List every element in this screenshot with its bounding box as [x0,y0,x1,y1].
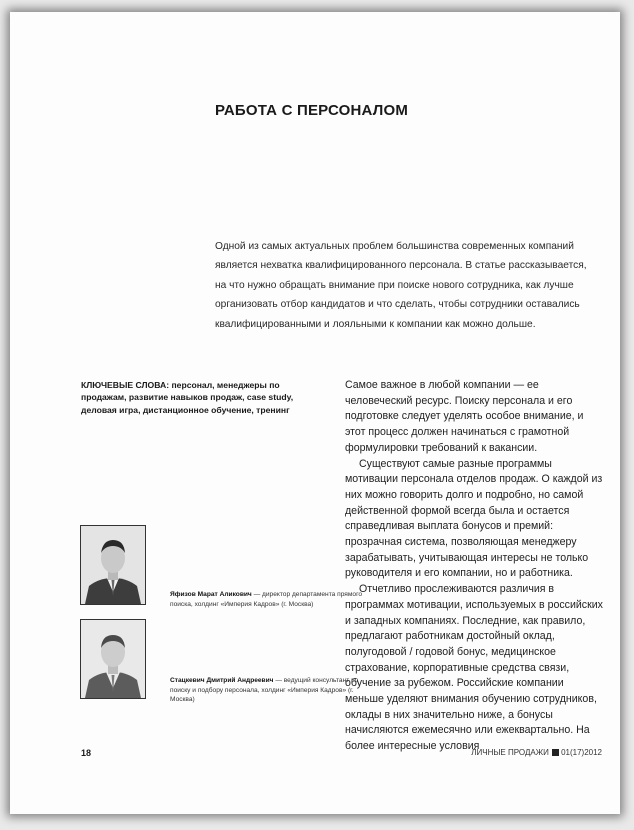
portrait-image [81,620,145,698]
magazine-name: ЛИЧНЫЕ ПРОДАЖИ [471,748,549,757]
author-caption-1 [170,590,366,609]
body-paragraph-3: Отчетливо прослеживаются различия в программах мотивации, используемых в российских и западных компаниях. Последние, как правило, предлагают работникам достойный оклад, полугодовой / годовой бонус, медицинское страхование, корпоративные средства связи, обучение за рубежом. Российские компании меньше уделяют внимания обучению сотрудников, оклады в них значительно ниже, а бонусы начисляются ежемесячно или ежеквартально. На более интересные условия [345,583,603,753]
keywords-text: персонал, менеджеры по продажам, развитие навыков продаж, case study, деловая игра, дистанционное обучение, тренинг [81,380,294,415]
lead-paragraph: Одной из самых актуальных проблем большинства современных компаний является нехватка квалифицированного персонала. В статье рассказывается, на что нужно обращать внимание при поиске нового сотрудника, как лучше организовать отбор кандидатов и что сделать, чтобы сотрудники оставались квалифицированными и лояльными к компании как можно дольше. [215,241,587,330]
author-photo-2 [80,619,146,699]
author-photo-1 [80,525,146,605]
portrait-image [81,526,145,604]
keywords-label: КЛЮЧЕВЫЕ СЛОВА: [81,380,170,390]
author-name: Стацкевич Дмитрий Андреевич [170,677,274,684]
magazine-page [10,12,620,814]
footer-credit [471,748,602,757]
body-paragraph-1: Самое важное в любой компании — ее человеческий ресурс. Поиску персонала и его подготовке следует уделять особое внимание, и этот процесс должен начинаться с грамотной формулировки требований к вакансии. [345,379,584,454]
author-name: Яфизов Марат Аликович [170,591,252,598]
article-body [345,378,603,755]
author-role: — ведущий консультант по поиску и подбору персонала, холдинг «Империя Кадров» (г. Москва) [170,677,359,704]
page-title: РАБОТА С ПЕРСОНАЛОМ [215,102,409,119]
author-caption-2 [170,676,366,705]
keywords-block [81,379,327,416]
square-icon [552,749,559,756]
page-number: 18 [81,748,92,758]
author-role: — директор департамента прямого поиска, холдинг «Империя Кадров» (г. Москва) [170,591,362,608]
body-paragraph-2: Существуют самые разные программы мотивации персонала отделов продаж. О каждой из них можно говорить долго и подробно, но самой действенной формой всегда была и остается справедливая выплата бонусов и премий: прозрачная система, позволяющая менеджеру зарабатывать, учитывающая интересы не только руководителя и его компании, но и работника. [345,457,603,580]
issue-number: 01(17)2012 [561,748,602,757]
